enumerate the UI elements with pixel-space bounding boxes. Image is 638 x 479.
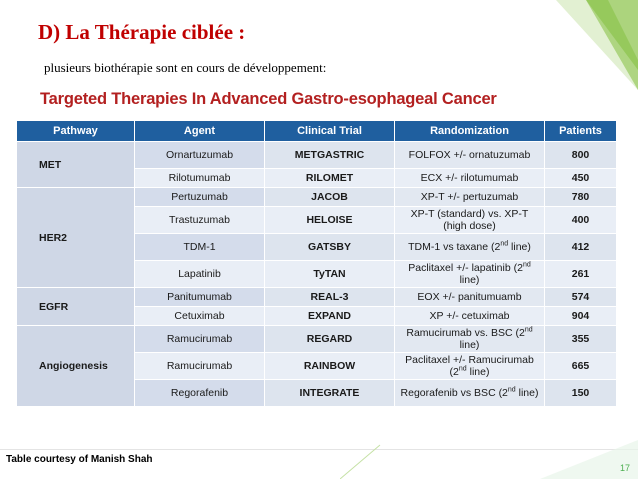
patients-cell: 574: [545, 288, 617, 307]
agent-cell: Ramucirumab: [135, 353, 265, 380]
patients-cell: 412: [545, 234, 617, 261]
agent-cell: Ramucirumab: [135, 326, 265, 353]
trial-cell: JACOB: [265, 188, 395, 207]
pathway-cell: HER2: [17, 188, 135, 288]
pathway-cell: MET: [17, 142, 135, 188]
table-row: [17, 142, 617, 169]
trial-cell: REGARD: [265, 326, 395, 353]
randomization-cell: TDM-1 vs taxane (2nd line): [395, 234, 545, 261]
slide-title: D) La Thérapie ciblée :: [38, 20, 246, 44]
randomization-cell: EOX +/- panitumuamb: [395, 288, 545, 307]
patients-cell: 261: [545, 261, 617, 288]
randomization-cell: ECX +/- rilotumumab: [395, 169, 545, 188]
slide-subtitle: plusieurs biothérapie sont en cours de développement:: [44, 60, 327, 75]
table-row: [17, 326, 617, 353]
patients-cell: 450: [545, 169, 617, 188]
randomization-cell: Regorafenib vs BSC (2nd line): [395, 380, 545, 407]
table-row: [17, 188, 617, 207]
trial-cell: GATSBY: [265, 234, 395, 261]
trial-cell: RAINBOW: [265, 353, 395, 380]
randomization-cell: Ramucirumab vs. BSC (2nd line): [395, 326, 545, 353]
agent-cell: Lapatinib: [135, 261, 265, 288]
page-number: 17: [619, 463, 630, 473]
randomization-cell: FOLFOX +/- ornatuzumab: [395, 142, 545, 169]
trial-cell: REAL-3: [265, 288, 395, 307]
patients-cell: 800: [545, 142, 617, 169]
therapies-table-container: [16, 120, 616, 407]
trial-cell: TyTAN: [265, 261, 395, 288]
trial-cell: METGASTRIC: [265, 142, 395, 169]
corner-decoration: [556, 0, 638, 90]
bottom-decoration: [340, 440, 638, 479]
patients-cell: 665: [545, 353, 617, 380]
agent-cell: Regorafenib: [135, 380, 265, 407]
table-row: [17, 288, 617, 307]
agent-cell: TDM-1: [135, 234, 265, 261]
agent-cell: Rilotumumab: [135, 169, 265, 188]
trial-cell: HELOISE: [265, 207, 395, 234]
patients-cell: 904: [545, 307, 617, 326]
randomization-cell: Paclitaxel +/- Ramucirumab (2nd line): [395, 353, 545, 380]
randomization-cell: XP +/- cetuximab: [395, 307, 545, 326]
therapies-table: [16, 120, 617, 407]
table-credit: Table courtesy of Manish Shah: [6, 454, 153, 465]
agent-cell: Panitumumab: [135, 288, 265, 307]
table-heading: Targeted Therapies In Advanced Gastro-esophageal Cancer: [40, 90, 497, 108]
agent-cell: Trastuzumab: [135, 207, 265, 234]
patients-cell: 355: [545, 326, 617, 353]
agent-cell: Pertuzumab: [135, 188, 265, 207]
header-patients: Patients: [545, 121, 617, 142]
patients-cell: 780: [545, 188, 617, 207]
randomization-cell: Paclitaxel +/- lapatinib (2nd line): [395, 261, 545, 288]
header-clinical-trial: Clinical Trial: [265, 121, 395, 142]
header-agent: Agent: [135, 121, 265, 142]
randomization-cell: XP-T +/- pertuzumab: [395, 188, 545, 207]
trial-cell: INTEGRATE: [265, 380, 395, 407]
patients-cell: 150: [545, 380, 617, 407]
pathway-cell: EGFR: [17, 288, 135, 326]
trial-cell: EXPAND: [265, 307, 395, 326]
trial-cell: RILOMET: [265, 169, 395, 188]
patients-cell: 400: [545, 207, 617, 234]
randomization-cell: XP-T (standard) vs. XP-T (high dose): [395, 207, 545, 234]
header-pathway: Pathway: [17, 121, 135, 142]
agent-cell: Ornartuzumab: [135, 142, 265, 169]
agent-cell: Cetuximab: [135, 307, 265, 326]
table-header-row: [17, 121, 617, 142]
header-randomization: Randomization: [395, 121, 545, 142]
pathway-cell: Angiogenesis: [17, 326, 135, 407]
